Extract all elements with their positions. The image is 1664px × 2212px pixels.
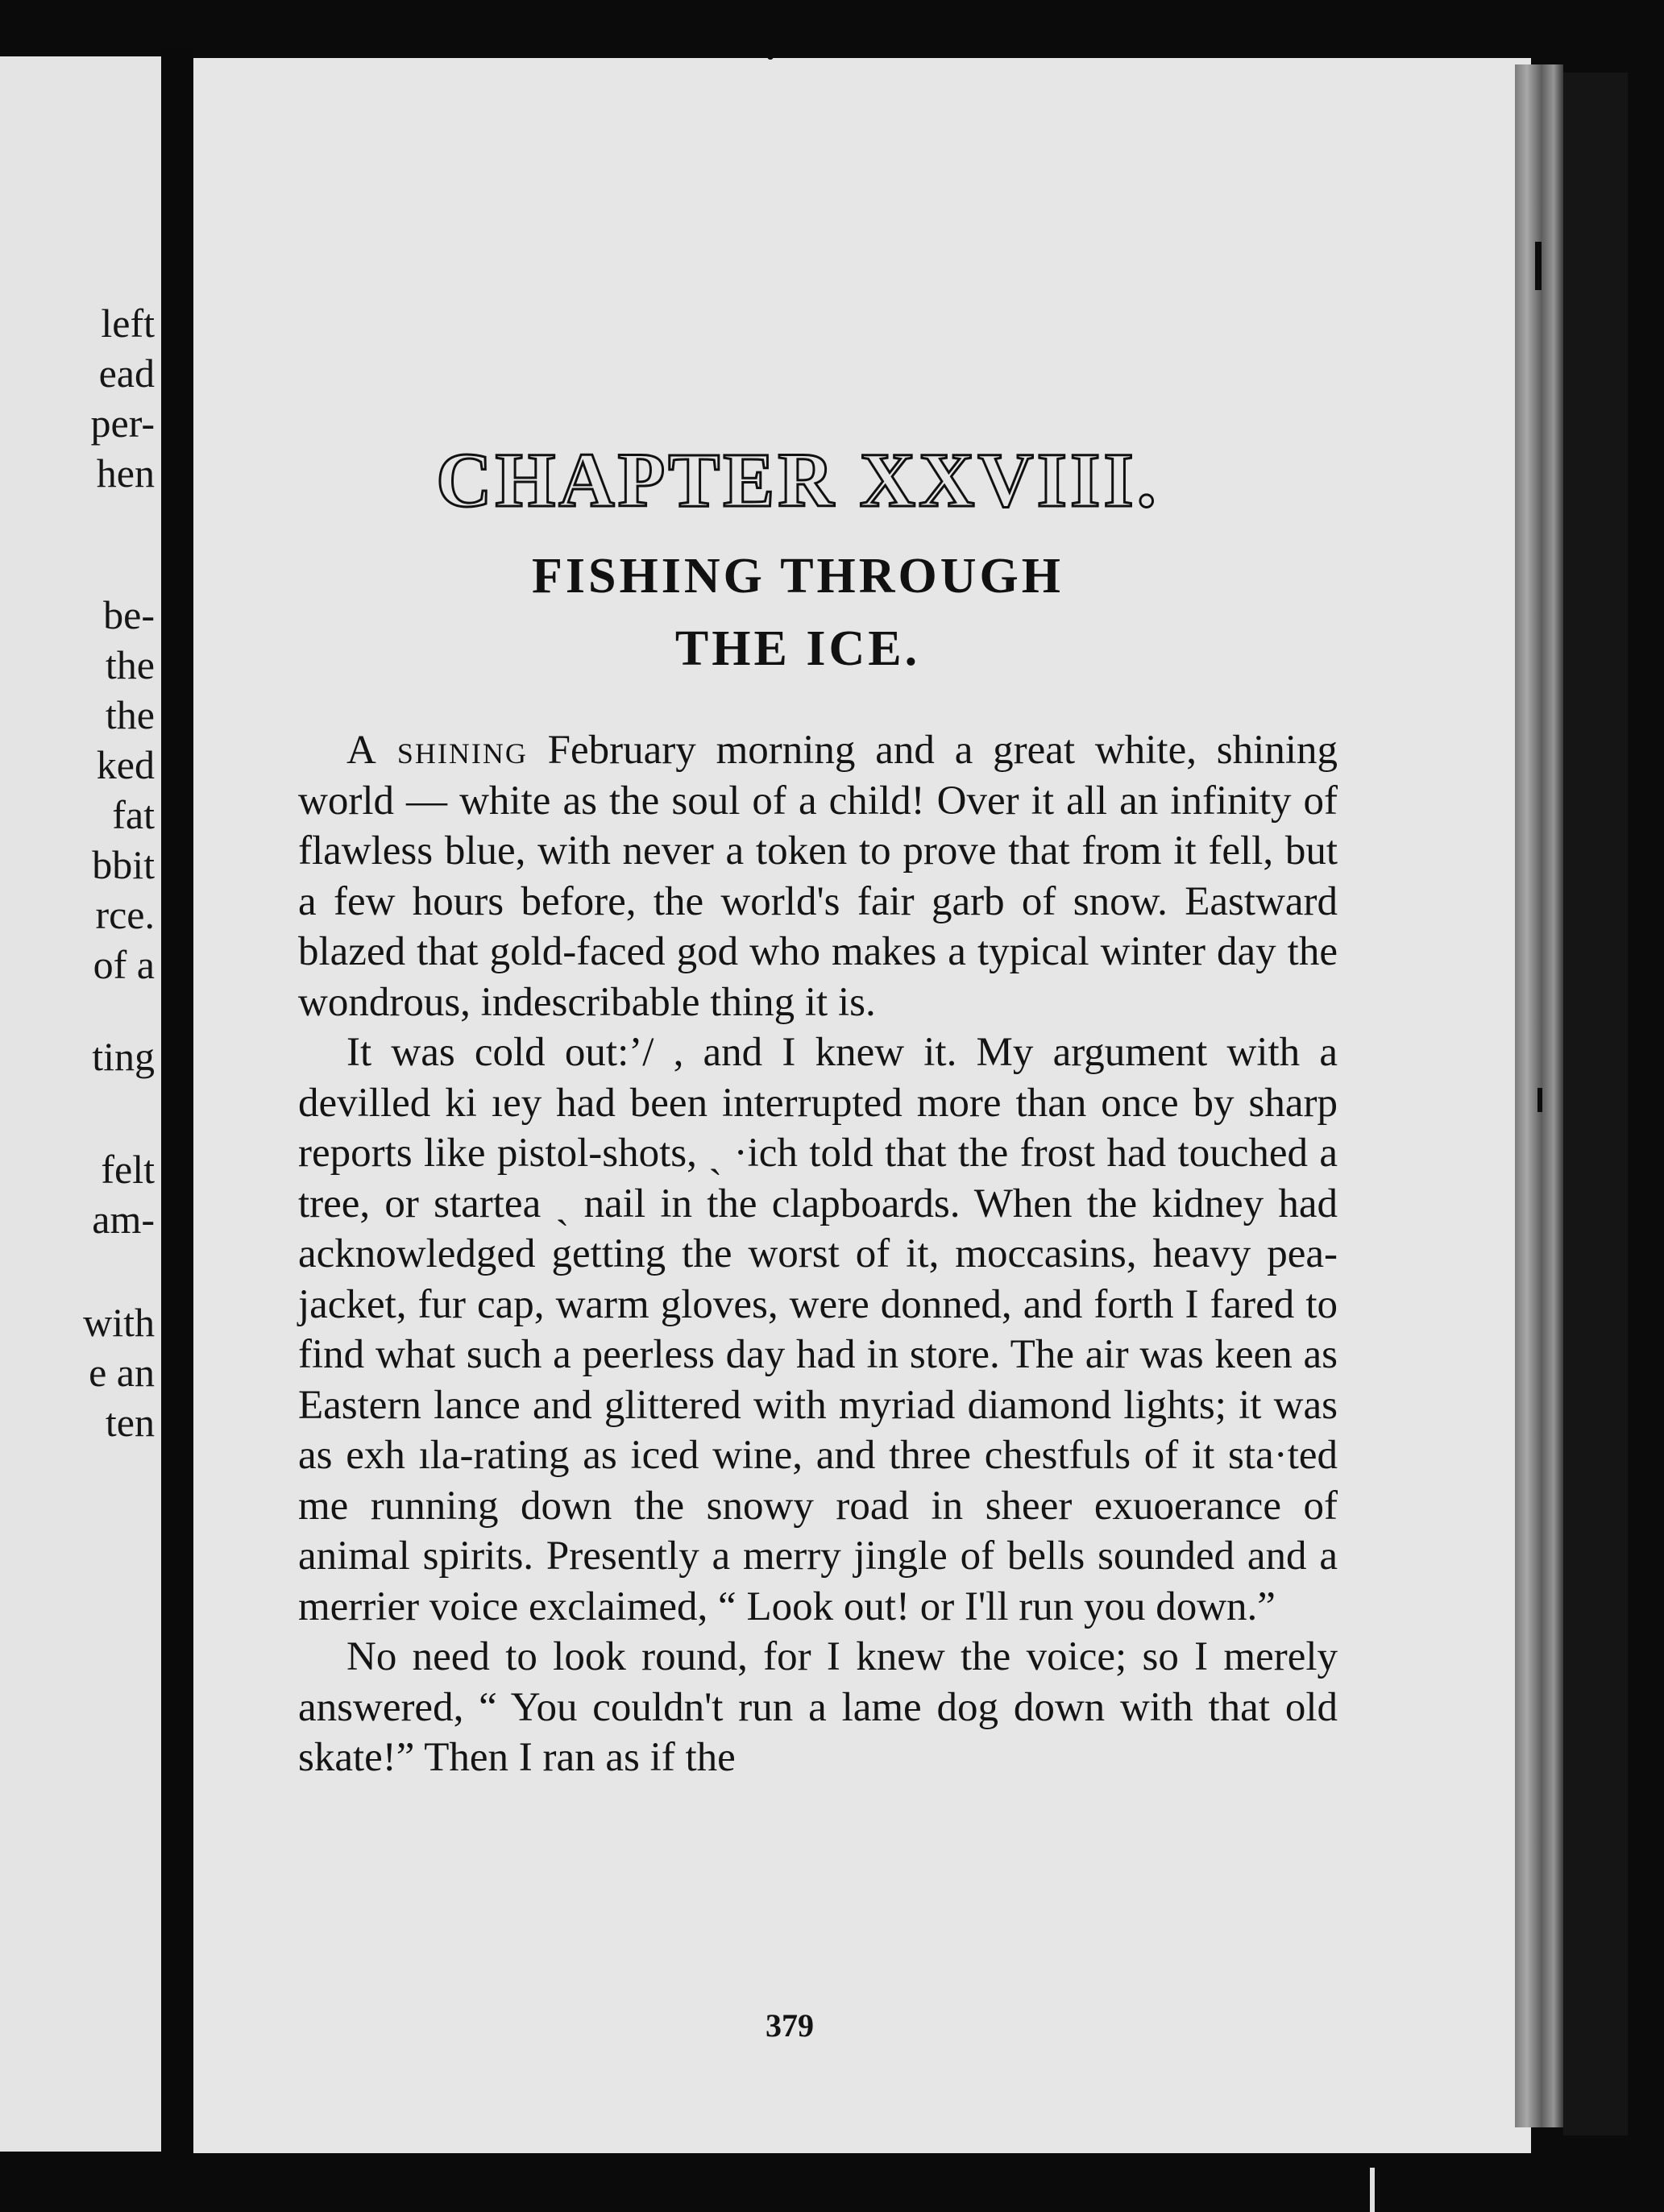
left-text-fragment: per- [90, 400, 155, 446]
left-text-fragment: bbit [92, 842, 155, 887]
paragraph-lead: A shining [346, 728, 528, 773]
chapter-subtitle-line: THE ICE. [674, 621, 921, 676]
left-text-fragment: left [101, 301, 155, 346]
left-text-fragment: ting [92, 1034, 155, 1079]
paragraph-text: February morning and a great white, shining world — white as the soul of a child! Over it all an infinity of flawless blue, with never a token to prove that from it fell, but a few hours before, the world's fair garb of snow. Eastward blazed that gold-faced god who makes a typical winter day the wondrous, indescribable thing it is. [298, 728, 1338, 1025]
edge-mark [1370, 2168, 1375, 2212]
edge-mark [1535, 242, 1542, 290]
left-text-fragment: of a [93, 942, 155, 987]
page-number: 379 [766, 2007, 814, 2044]
paragraph: It was cold out:’/ , and I knew it. My argument with a devilled ki ıey had been interrupted more than once by sharp reports like pistol-shots, ˏ ·ich told that the frost had touched a tree, or startea ˏ nail in the clapboards. When the kidney had acknowledged getting the worst of it, moccasins, heavy pea-jacket, fur cap, warm gloves, were donned, and forth I fared to find what such a peerless day had in store. The air was keen as Eastern lance and glittered with myriad diamond lights; it was as exh ıla-rating as iced wine, and three chestfuls of it sta·ted me running down the snowy road in sheer exuoerance of animal spirits. Presently a merry jingle of bells sounded and a merrier voice exclaimed, “ Look out! or I'll run you down.” [298, 1030, 1338, 1629]
left-text-fragment: am- [92, 1197, 155, 1242]
chapter-subtitle [306, 540, 1289, 685]
paragraph: No need to look round, for I knew the voice; so I merely answered, “ You couldn't run a lame dog down with that old skate!” Then I ran as if the [298, 1634, 1338, 1780]
left-text-fragment: ead [98, 351, 155, 396]
left-text-fragment: fat [112, 792, 155, 837]
left-text-fragment: with [83, 1300, 155, 1345]
left-text-fragment: the [105, 642, 155, 687]
left-text-fragment: ked [96, 742, 155, 787]
edge-mark [1537, 1088, 1542, 1112]
left-facing-page [0, 56, 161, 2152]
speck [767, 53, 774, 60]
chapter-title: CHAPTER XXVIII. [436, 437, 1160, 523]
book-gutter [161, 48, 193, 2160]
left-text-fragment: felt [101, 1147, 155, 1192]
left-text-fragment: e an [89, 1350, 155, 1395]
chapter-subtitle-line: FISHING THROUGH [531, 549, 1064, 604]
paragraph [298, 725, 1338, 1027]
left-text-fragment: the [105, 692, 155, 737]
left-text-fragment: hen [96, 450, 155, 496]
left-text-fragment: ten [105, 1400, 155, 1445]
chapter-body [298, 725, 1338, 1783]
left-text-fragment: be- [103, 592, 155, 637]
page-edge-shadow [1563, 73, 1628, 2135]
left-text-fragment: rce. [95, 892, 155, 937]
